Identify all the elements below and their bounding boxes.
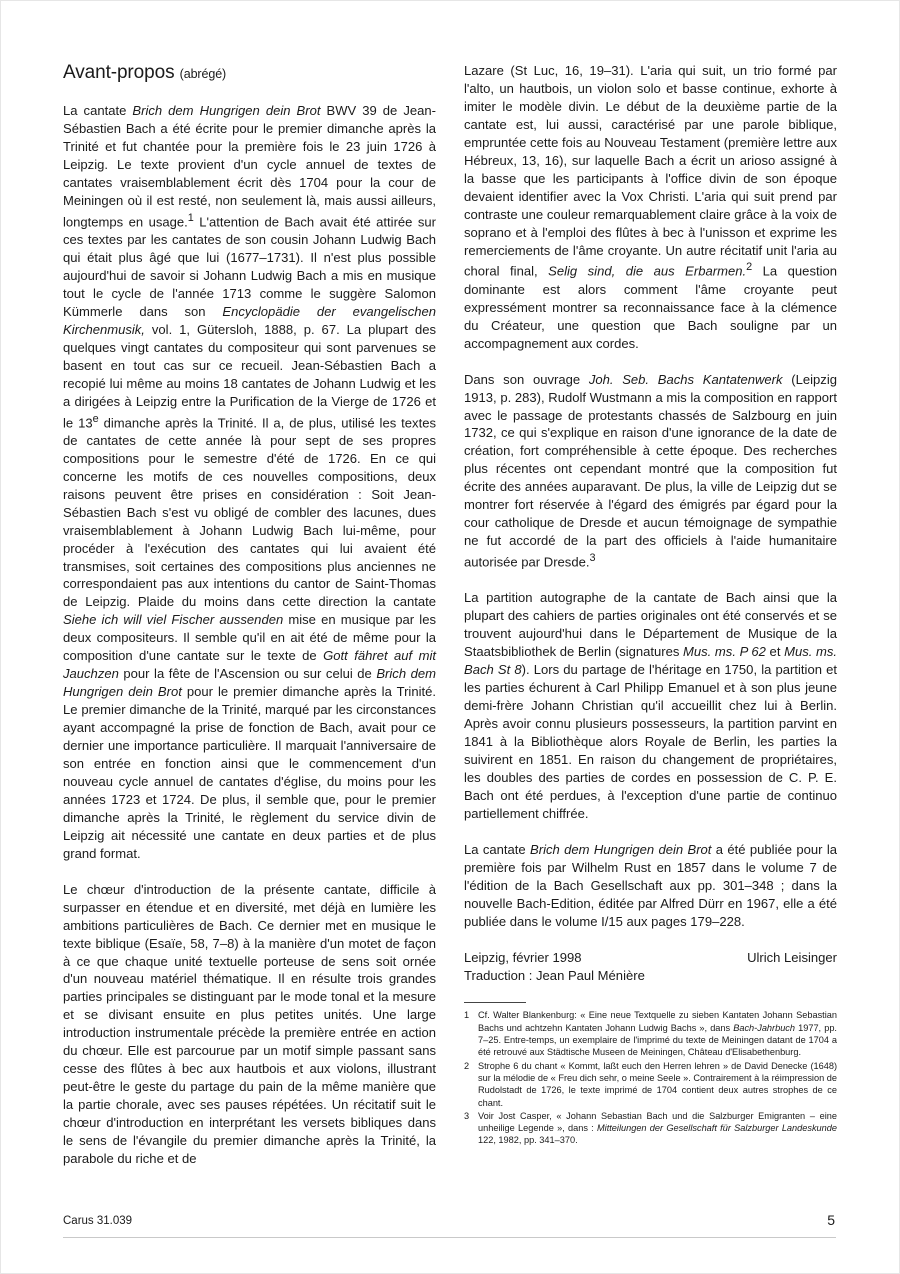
paragraph-2: Le chœur d'introduction de la présente cantate, difficile à surpasser en étendue et en diversité, met déjà en lumière les ambitions particulières de Bach. Ce dernier met en musique le texte biblique (Esaïe, 58, 7–8) à la manière d'un motet de façon à ce que chaque unité textuelle porteuse de sens soit ornée d'un nouveau matériel thématique. Il en résulte trois grandes parties principales se distinguant par le mode tonal et la mesure et se divisant ensuite en plus petites unités. Une large introduction instrumentale précède la première entrée en action du chœur. Elle est parcourue par un motif simple passant sans cesse des flûtes à bec aux hautbois et aux violons, illustrant peut-être le geste du partage du pain de la même manière que la partie chorale, avec ses pauses répétées. Un récitatif suit le chœur d'introduction en interprétant les versets bibliques dans le sens de l'évangile du premier dimanche après la Trinité, la parabole du riche et de	[63, 881, 436, 1167]
footer-rule	[63, 1237, 836, 1238]
paragraph-5: La partition autographe de la cantate de Bach ainsi que la plupart des cahiers de parties originales ont été conservés et se trouvent aujourd'hui dans le Département de Musique de la Staatsbibliothek de Berlin (signatures Mus. ms. P 62 et Mus. ms. Bach St 8). Lors du partage de l'héritage en 1750, la partition et les parties échurent à Carl Philipp Emanuel et à son plus jeune demi-frère Johann Christian qu'il accueillit chez lui à Berlin. Après avoir connu plusieurs possesseurs, la partition parvint en 1841 à la Bibliothèque alors Royale de Berlin, les parties la suivirent en 1851. En raison du changement de propriétaires, les doubles des parties de cordes en possession de C. P. E. Bach ont été perdues, à l'exception d'une partie de continuo partiellement chiffrée.	[464, 590, 837, 821]
italic-title: Joh. Seb. Bachs Kantatenwerk	[588, 371, 783, 387]
italic-title: Mitteilungen der Gesellschaft für Salzburger Landeskunde	[597, 1123, 838, 1134]
superscript: 1	[187, 211, 194, 224]
title-text: Avant-propos	[63, 62, 175, 83]
footnote-number: 1	[464, 1010, 470, 1021]
superscript: e	[92, 412, 99, 425]
signature-block	[464, 949, 837, 985]
footnotes	[464, 1009, 837, 1146]
paragraph-3: Lazare (St Luc, 16, 19–31). L'aria qui suit, un trio formé par l'alto, un hautbois, un violon solo et basse continue, exhorte à imiter le modèle divin. Le début de la deuxième partie de la cantate est, lui aussi, caractérisé par une parole biblique, empruntée cette fois au Nouveau Testament (première lettre aux Hébreux, 13, 16), sur laquelle Bach a écrit un arioso assigné à la basse que les participants à l'office divin de son époque devaient identifier avec la Vox Christi. L'aria qui suit prend par contraste une couleur remarquablement claire grâce à la voix de soprano et à l'emploi des flûtes à bec à l'unisson et exprime les remerciements de l'âme croyante. Un autre récitatif unit l'aria au choral final, Selig sind, die aus Erbarmen.$^2$ La question dominante est alors comment l'âme croyante peut expressément montrer sa reconnaissance face à la clémence du Créateur, une question que Bach souligne par un accompagnement aux cordes.	[464, 63, 837, 351]
paragraph-4: Dans son ouvrage Joh. Seb. Bachs Kantatenwerk (Leipzig 1913, p. 283), Rudolf Wustmann a mis la composition en rapport avec le passage de protestants chassés de Salzbourg en juin 1732, ce qui s'explique en raison d'une ignorance de la date de création, fort compréhensible à cette époque. Des recherches plus récentes ont cependant montré que la composition fut écrite des années auparavant. De plus, la ville de Leipzig dut se montrer fort réservée à l'égard des émigrés par égard pour la cour catholique de Dresde et aucun témoignage de sympathie ne fut accordé de la part des officiels à l'aide humanitaire autorisée par Dresde.$^3$	[464, 371, 837, 570]
superscript: 3	[589, 552, 596, 565]
italic-title: Gott fähret auf mit Jauchzen	[63, 648, 437, 682]
page-footer	[63, 1212, 835, 1232]
footnote-text: Voir Jost Casper, « Johann Sebastian Bach und die Salzburger Emigranten – eine unheilige Legende », dans : Mitteilungen der Gesellschaft für Salzburger Landeskunde 122, 1982, pp. 341–370.	[478, 1110, 838, 1146]
place-date: Leipzig, février 1998	[464, 949, 582, 965]
italic-title: Mus. ms. P 62	[683, 644, 766, 660]
footnote-number: 3	[464, 1110, 470, 1121]
italic-title: Siehe ich will viel Fischer aussenden	[63, 612, 284, 628]
page-number: 5	[827, 1212, 835, 1228]
footnote-divider	[464, 1002, 526, 1003]
italic-title: Brich dem Hungrigen dein Brot	[132, 103, 321, 118]
footnote-3	[464, 1110, 837, 1147]
footnote-text: Cf. Walter Blankenburg: « Eine neue Textquelle zu sieben Kantaten Johann Sebastian Bachs und achtzehn Kantaten Johann Ludwig Bachs », dans Bach-Jahrbuch 1977, pp. 7–25. Entre-temps, un exemplaire de l'imprimé du texte de Meiningen datant de 1704 a été retrouvé aux Städtische Museen de Meiningen, Château d'Elisabethenburg.	[478, 1010, 837, 1058]
italic-title: Brich dem Hungrigen dein Brot	[530, 841, 712, 857]
title-subtitle: (abrégé)	[179, 67, 227, 81]
catalog-number: Carus 31.039	[63, 1215, 133, 1227]
footnote-1	[464, 1009, 837, 1058]
translator-credit: Traduction : Jean Paul Ménière	[464, 967, 645, 983]
italic-title: Selig sind, die aus Erbarmen.	[548, 263, 747, 279]
paragraph-1: La cantate Brich dem Hungrigen dein Brot BWV 39 de Jean-Sébastien Bach a été écrite pour le premier dimanche après la Trinité et fut chantée pour la première fois le 23 juin 1726 à Leipzig. Le texte provient d'un cycle annuel de textes de cantates vraisemblablement écrit dès 1704 pour la cour de Meiningen où il est resté, non seulement là, mais aussi ailleurs, longtemps en usage.$^1$ L'attention de Bach avait été attirée sur ces textes par les cantates de son cousin Johann Ludwig Bach qui était plus âgé que lui (1677–1731). Il n'est plus possible aujourd'hui de savoir si Johann Ludwig Bach a mis en musique tout le cycle de l'année 1713 comme le suggère Salomon Kümmerle dans son Encyclopädie der evangelischen Kirchenmusik, vol. 1, Gütersloh, 1888, p. 67. La plupart des quelques vingt cantates du compositeur qui sont parvenues se basent en tout cas sur ce recueil. Jean-Sébastien Bach a recopié lui même au moins 18 cantates de Johann Ludwig et les a dirigées à Leipzig entre la Purification de la Vierge de 1726 et le 13e dimanche après la Trinité. Il a, de plus, utilisé les textes de cantates de cette année là pour sept de ses propres compositions pour le semestre d'été de 1726. En ce qui concerne les motifs de ces nouvelles compositions, deux raisons peuvent être prises en considération : Soit Jean-Sébastien Bach s'est vu obligé de combler des lacunes, dues vraisemblablement à Johann Ludwig Bach lui-même, pour procéder à l'exécution des cantates qui lui avaient été transmises, soit certaines des compositions plus anciennes ne correspondaient pas aux intentions du cantor de Saint-Thomas de Leipzig. Plaide du moins dans cette direction la cantate Siehe ich will viel Fischer aussenden mise en musique par les deux compositeurs. Il semble qu'il en ait été de même pour la composition d'une cantate sur le texte de Gott fähret auf mit Jauchzen pour la fête de l'Ascension ou sur celui de Brich dem Hungrigen dein Brot pour le premier dimanche après la Trinité. Le premier dimanche de la Trinité, marqué par les circonstances ayant accompagné la prise de fonction de Bach, avait pour ce dernier une importance particulière. Il marquait l'anniversaire de son entrée en fonction ainsi que le commencement d'un nouveau cycle annuel de cantates d'église, du moins pour les années 1723 et 1724. De plus, il semble que, pour le premier dimanche après la Trinité, le règlement du service divin de Leipzig ait nécessité une cantate en deux parties et de plus grand format.	[63, 103, 437, 861]
footnote-number: 2	[464, 1060, 470, 1071]
author-name: Ulrich Leisinger	[747, 949, 837, 965]
left-column	[63, 62, 436, 1186]
signature-line	[464, 949, 837, 967]
right-column	[464, 62, 837, 1148]
italic-title: Brich dem Hungrigen dein Brot	[63, 666, 437, 700]
footnote-text: Strophe 6 du chant « Kommt, laßt euch den Herren lehren » de David Denecke (1648) sur la mélodie de « Freu dich sehr, o meine Seele ». Contrairement à la réimpression de Rudolstadt de 1726, le texte imprimé de 1704 contient deux autres strophes de ce chant.	[478, 1060, 837, 1108]
italic-title: Encyclopädie der evangelischen Kirchenmusik,	[63, 303, 436, 337]
footnote-2	[464, 1060, 837, 1109]
superscript: 2	[746, 261, 753, 274]
italic-title: Bach-Jahrbuch	[733, 1022, 796, 1033]
page-title	[63, 62, 436, 85]
paragraph-6: La cantate Brich dem Hungrigen dein Brot a été publiée pour la première fois par Wilhelm Rust en 1857 dans le volume 7 de l'édition de la Bach Gesellschaft aux pp. 301–348 ; dans la nouvelle Bach-Edition, éditée par Alfred Dürr en 1967, elle a été publiée dans le volume I/15 aux pages 179–228.	[464, 841, 837, 929]
italic-title: Mus. ms. Bach St 8	[464, 644, 837, 678]
